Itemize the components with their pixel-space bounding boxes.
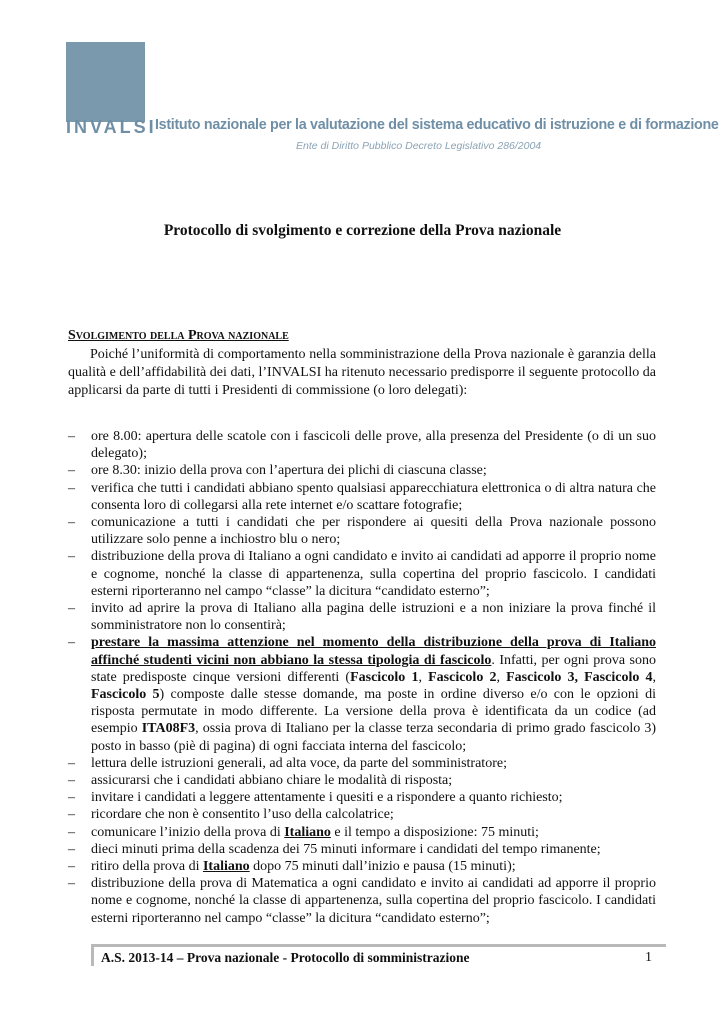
bullet-dash: – <box>68 807 75 823</box>
list-item <box>68 824 656 841</box>
list-item <box>68 514 656 548</box>
list-item <box>68 772 656 789</box>
invalsi-logo-mark <box>66 42 145 122</box>
bullet-dash: – <box>68 515 75 531</box>
section-heading-text: Svolgimento della Prova nazionale <box>68 328 289 343</box>
list-item-text: assicurarsi che i candidati abbiano chiare le modalità di risposta; <box>91 773 453 789</box>
fascicolo-label: Fascicolo 3, Fascicolo 4 <box>506 669 653 685</box>
emphasis-text: prestare la massima attenzione nel momento della distribuzione della prova di Italiano affinché studenti vicini non abbiano la stessa tipologia di fascicolo <box>91 635 656 668</box>
subject-italiano: Italiano <box>284 824 331 840</box>
list-item-text: verifica che tutti i candidati abbiano spento qualsiasi apparecchiatura elettronica o di altra natura che consenta loro di collegarsi alla rete internet e/o scattare fotografie; <box>91 480 656 513</box>
separator-text: , <box>418 669 429 685</box>
bullet-dash: – <box>68 859 75 875</box>
list-item <box>68 428 656 462</box>
list-item-text: e il tempo a disposizione: 75 minuti; <box>330 824 539 840</box>
list-item <box>68 548 656 600</box>
list-item-text: dopo 75 minuti dall’inizio e pausa (15 minuti); <box>249 859 516 875</box>
version-code: ITA08F3 <box>141 721 196 737</box>
list-item-text: ore 8.30: inizio della prova con l’apertura dei plichi di ciascuna classe; <box>91 463 487 479</box>
list-item <box>68 480 656 514</box>
bullet-dash: – <box>68 876 75 892</box>
institute-subtitle: Ente di Diritto Pubblico Decreto Legislativo 286/2004 <box>296 140 542 152</box>
list-item-text: invitare i candidati a leggere attentamente i quesiti e a rispondere a quanto richiesto; <box>91 790 563 806</box>
list-item <box>68 841 656 858</box>
separator-text: , <box>496 669 507 685</box>
list-item-text: distribuzione della prova di Matematica a ogni candidato e invito ai candidati ad apporre il proprio nome e cognome, nonché la classe di appartenenza, sulla copertina del proprio fascicolo. I candidati esterni riporteranno nel campo “classe” la dicitura “candidato esterno”; <box>91 876 656 926</box>
list-item-text: ricordare che non è consentito l’uso della calcolatrice; <box>91 807 394 823</box>
list-item <box>68 600 656 634</box>
bullet-dash: – <box>68 773 75 789</box>
list-item-fascicolo-notice <box>68 634 656 754</box>
procedure-list <box>68 428 656 927</box>
list-item <box>68 755 656 772</box>
list-item-text: . Infatti, per ogni prova sono state predisposte cinque versioni differenti ( <box>91 652 656 685</box>
document-title: Protocollo di svolgimento e correzione della Prova nazionale <box>163 222 562 239</box>
fascicolo-label: Fascicolo 2 <box>428 669 497 685</box>
list-item-text: ) composte dalle stesse domande, ma poste in ordine diverso e/o con le opzioni di risposta permutate in modo differente. La versione della prova è identificata da un codice (ad esempio <box>91 687 656 737</box>
bullet-dash: – <box>68 790 75 806</box>
footer-text: A.S. 2013-14 – Prova nazionale - Protocollo di somministrazione <box>101 950 470 965</box>
intro-paragraph: Poiché l’uniformità di comportamento nella somministrazione della Prova nazionale è garanzia della qualità e dell’affidabilità dei dati, l’INVALSI ha ritenuto necessario predisporre il seguente protocollo da applicarsi da parte di tutti i Presidenti di commissione (o loro delegati): <box>68 347 656 398</box>
list-item <box>68 858 656 875</box>
bullet-dash: – <box>68 601 75 617</box>
bullet-dash: – <box>68 549 75 565</box>
fascicolo-label: Fascicolo 5 <box>91 687 160 703</box>
list-item-text: invito ad aprire la prova di Italiano alla pagina delle istruzioni e a non iniziare la prova finché il somministratore non lo consentirà; <box>91 601 656 634</box>
bullet-dash: – <box>68 429 75 444</box>
list-item-text: lettura delle istruzioni generali, ad alta voce, da parte del somministratore; <box>91 755 507 771</box>
bullet-dash: – <box>68 755 75 771</box>
bullet-dash: – <box>68 841 75 857</box>
invalsi-logo-text: INVALSI <box>66 117 157 137</box>
list-item <box>68 462 656 479</box>
bullet-dash: – <box>68 480 75 496</box>
footer-bar <box>91 947 94 966</box>
list-item-text: , ossia prova di Italiano per la classe terza secondaria di primo grado fascicolo 3) posto in basso (piè di pagina) di ogni facciata interna del fascicolo; <box>91 721 656 754</box>
bullet-dash: – <box>68 635 75 651</box>
list-item-text: comunicazione a tutti i candidati che per rispondere ai quesiti della Prova nazionale possono utilizzare solo penne a inchiostro blu o nero; <box>91 515 656 548</box>
list-item <box>68 875 656 927</box>
institute-name: Istituto nazionale per la valutazione del sistema educativo di istruzione e di formazione <box>155 117 719 133</box>
page-number: 1 <box>645 950 652 965</box>
list-item-text: dieci minuti prima della scadenza dei 75 minuti informare i candidati del tempo rimanente; <box>91 841 601 857</box>
list-item-text: ritiro della prova di <box>91 859 203 875</box>
footer-rule <box>91 944 666 947</box>
subject-italiano: Italiano <box>202 859 250 875</box>
list-item-text: ore 8.00: apertura delle scatole con i fascicoli delle prove, alla presenza del Presidente (o di un suo delegato); <box>91 429 656 462</box>
fascicolo-label: Fascicolo 1 <box>350 669 419 685</box>
bullet-dash: – <box>68 824 75 840</box>
section-heading <box>68 328 289 344</box>
separator-text: , <box>652 669 656 685</box>
list-item <box>68 806 656 823</box>
list-item-text: distribuzione della prova di Italiano a ogni candidato e invito ai candidati ad apporre il proprio nome e cognome, nonché la classe di appartenenza, sulla copertina del proprio fascicolo. I candidati esterni riporteranno nel campo “classe” la dicitura “candidato esterno”; <box>91 549 656 599</box>
list-item-text: comunicare l’inizio della prova di <box>91 824 285 840</box>
bullet-dash: – <box>68 463 75 479</box>
list-item <box>68 789 656 806</box>
